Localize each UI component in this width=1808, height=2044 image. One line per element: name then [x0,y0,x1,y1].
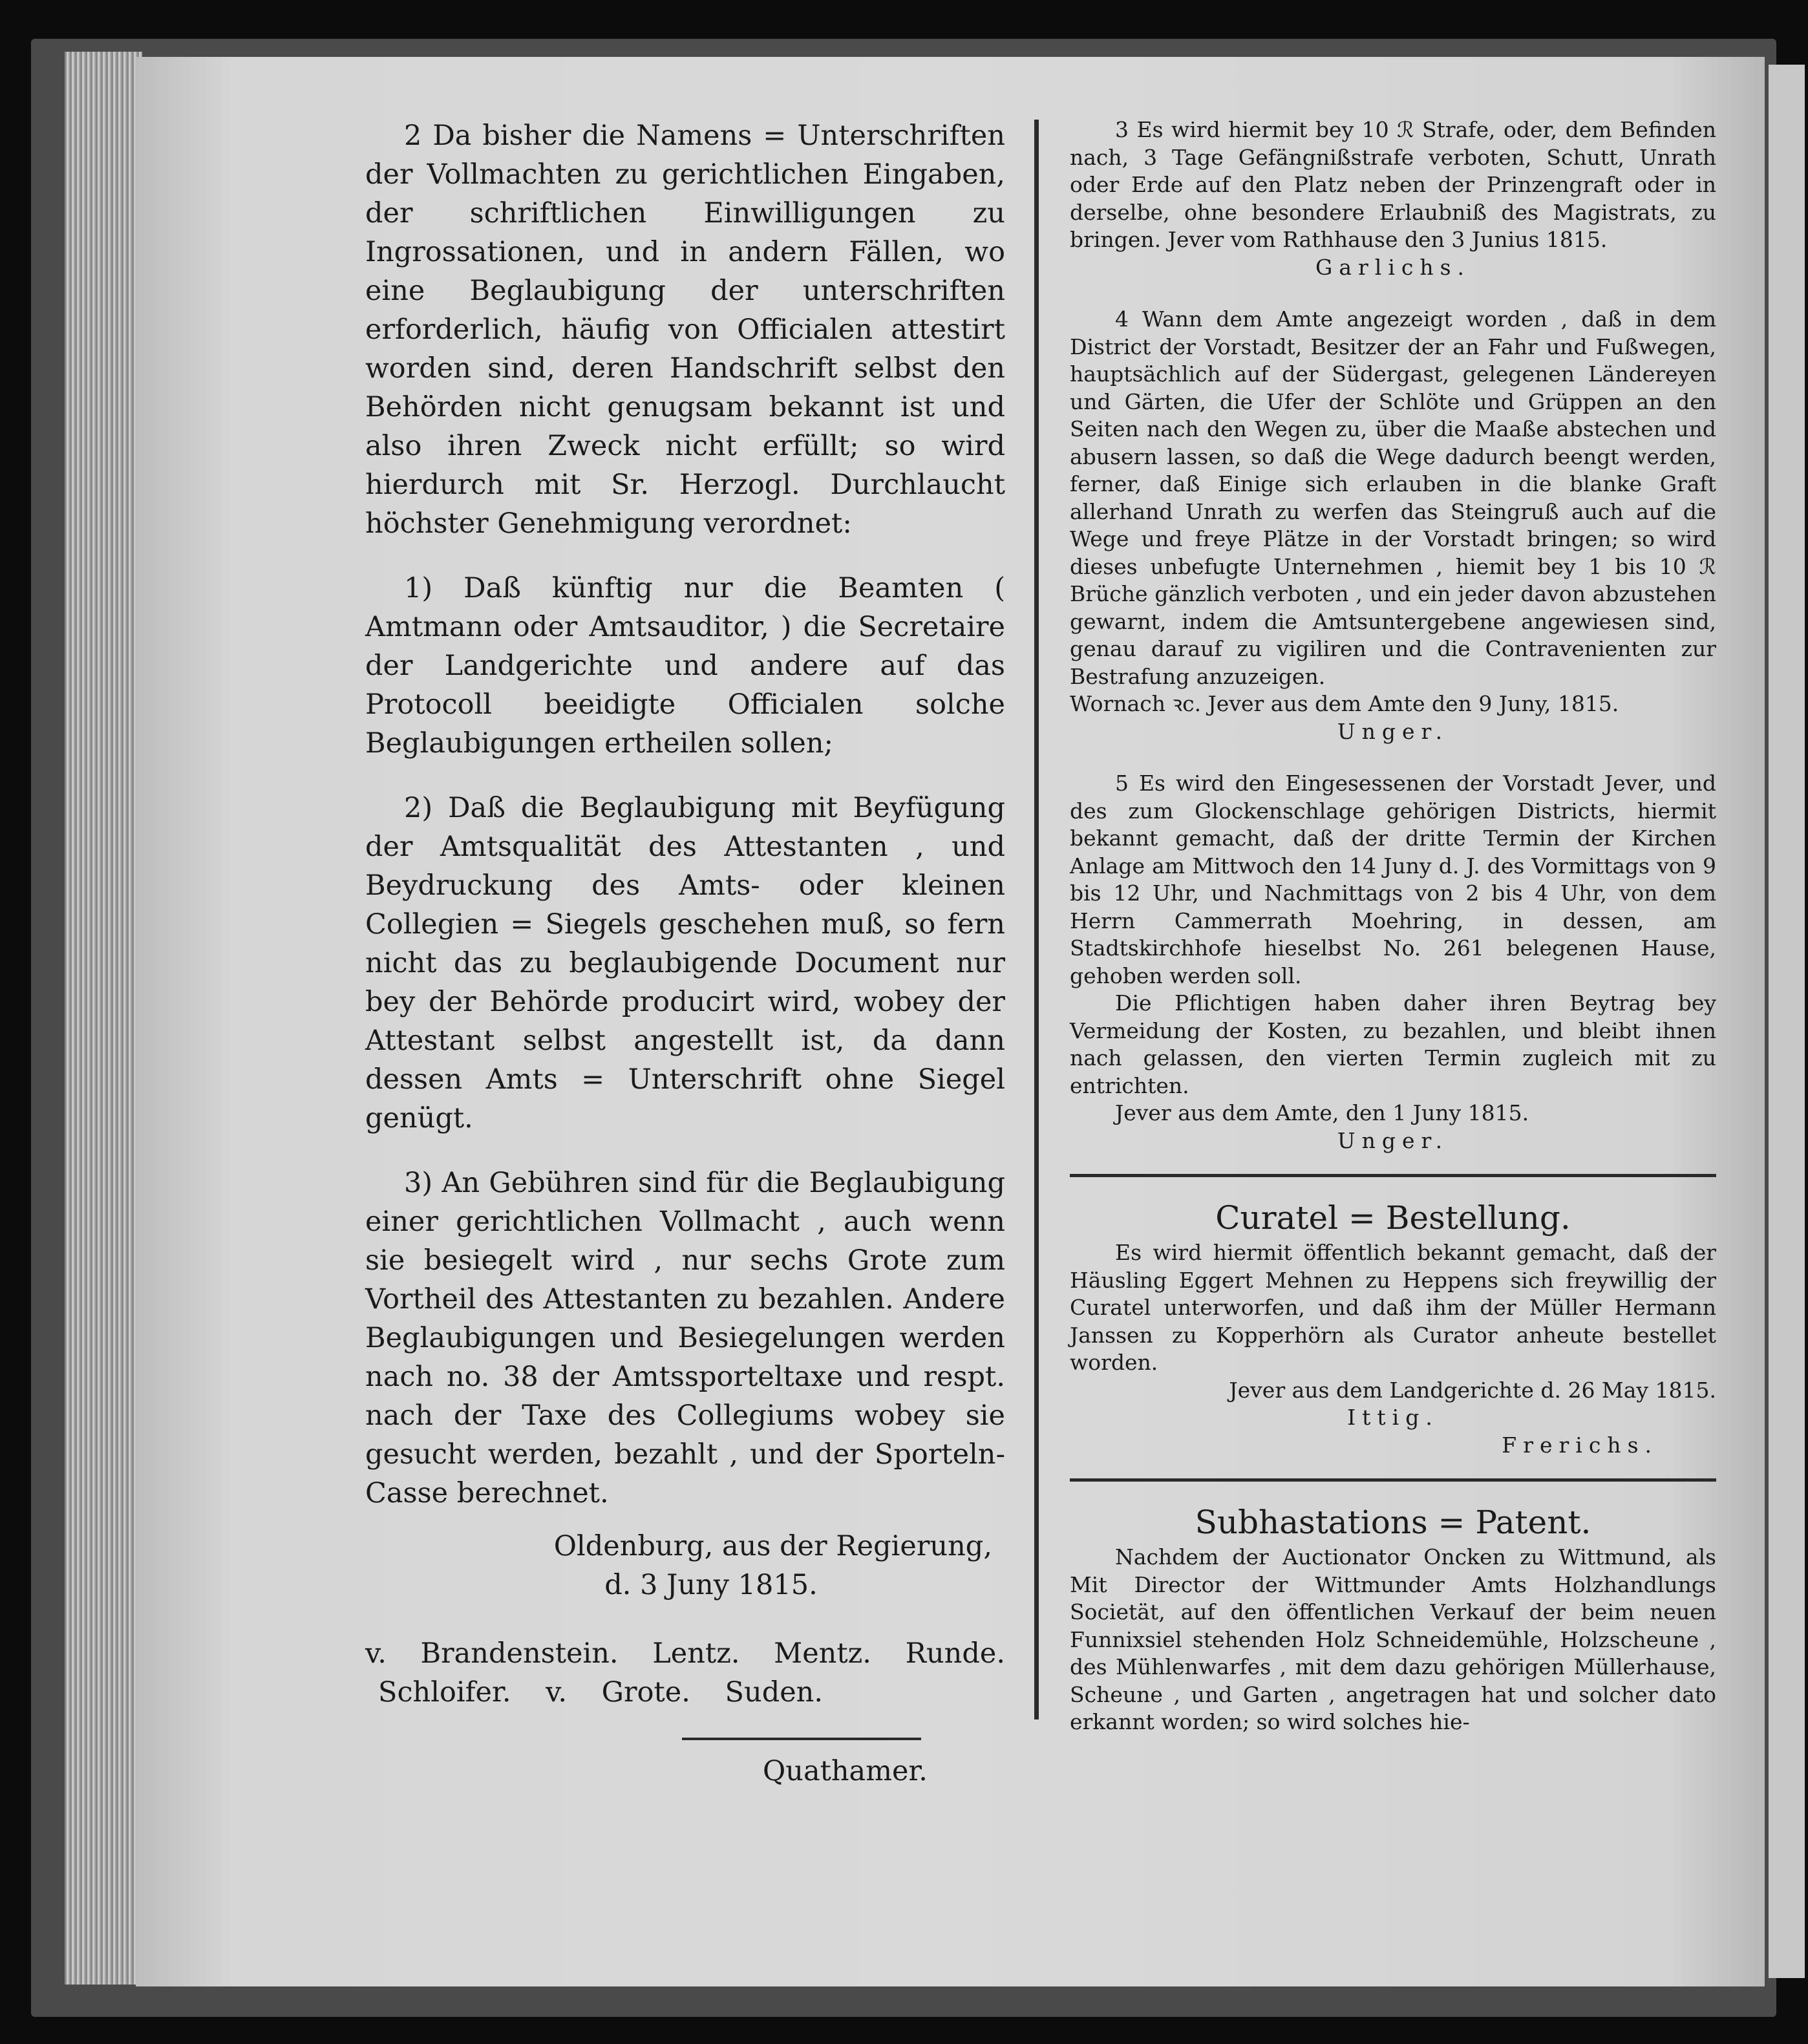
ordinance-intro: 2 Da bisher die Namens = Unterschriften der Vollmachten zu gerichtlichen Eingaben, der schriftlichen Einwilligungen zu Ingrossationen, und in andern Fällen, wo eine Beglaubigung der unterschriften erforderlich, häufig von Officialen attestirt worden sind, deren Handschrift selbst den Behörden nicht genugsam bekannt ist und also ihren Zweck nicht erfüllt; so wird hierdurch mit Sr. Herzogl. Durchlaucht höchster Genehmigung verordnet: [365,120,1005,540]
curatel-signature-1: Ittig. [1347,1405,1439,1430]
curatel-place-date: Jever aus dem Landgerichte d. 26 May 1815. [1229,1377,1716,1403]
curatel-heading: Curatel = Bestellung. [1215,1199,1571,1237]
notice-4: 4 Wann dem Amte angezeigt worden , daß in dem District der Vorstadt, Besitzer der an Fahr und Fußwegen, hauptsächlich auf der Südergast, gelegenen Ländereyen und Gärten, die Ufer der Schlöte und Grüppen an den Seiten nach den Wegen zu, über die Maaße abstechen und abusern lassen, so daß die Wege dadurch beengt werden, ferner, daß Einige sich erlauben in die blanke Graft allerhand Unrath zu werfen das Steingruß auch auf die Wege und freye Plätze in der Vorstadt bringen; so wird dieses unbefugte Unternehmen , hiemit bey 1 bis 10 ℛ Brüche gänzlich verboten , und ein jeder davon abzustehen gewarnt, indem die Amtsuntergebene angewiesen sind, genau darauf zu vigiliren und die Contravenienten zur Bestrafung anzuzeigen. [1070,306,1716,689]
left-column [365,116,1005,1791]
section-rule [1070,1174,1716,1177]
clerk-signature: Quathamer. [763,1755,928,1787]
notice-4-signature: Unger. [1337,718,1449,744]
notice-5: 5 Es wird den Eingesessenen der Vorstadt Jever, und des zum Glockenschlage gehörigen Districts, hiermit bekannt gemacht, daß der dritte Termin der Kirchen Anlage am Mittwoch den 14 Juny d. J. des Vormittags von 9 bis 12 Uhr, und Nachmittags von 2 bis 4 Uhr, von dem Herrn Cammerrath Moehring, in dessen, am Stadtskirchhofe hieselbst No. 261 belegenen Hause, gehoben werden soll. [1070,771,1716,988]
column-divider [1034,120,1039,1719]
page-edges [65,52,142,1985]
signature-rule [682,1738,921,1740]
next-page-edge [1769,65,1805,1978]
ordinance-item-2: 2) Daß die Beglaubigung mit Beyfügung der Amtsqualität des Attestanten , und Beydruckung des Amts- oder kleinen Collegien = Siegels geschehen muß, so fern nicht das zu beglaubigende Document nur bey der Behörde producirt wird, wobey der Attestant selbst angestellt ist, da dann dessen Amts = Unterschrift ohne Siegel genügt. [365,792,1005,1134]
notice-4-closing: Wornach ꝛc. Jever aus dem Amte den 9 Juny, 1815. [1070,691,1619,716]
section-rule [1070,1478,1716,1482]
signatories-line-2: Schloifer. v. Grote. Suden. [378,1676,824,1709]
subhastation-heading: Subhastations = Patent. [1195,1504,1591,1541]
notice-5-closing: Jever aus dem Amte, den 1 Juny 1815. [1115,1100,1529,1125]
notice-3-signature: Garlichs. [1315,254,1471,280]
issuing-place: Oldenburg, aus der Regierung, [553,1530,992,1562]
spacer [1070,745,1716,770]
curatel-text: Es wird hiermit öffentlich bekannt gemacht, daß der Häusling Eggert Mehnen zu Heppens sich freywillig der Curatel unterworfen, und daß ihm der Müller Hermann Janssen zu Kopperhörn als Curator anheute bestellet worden. [1070,1240,1716,1375]
ordinance-item-3: 3) An Gebühren sind für die Beglaubigung einer gerichtlichen Vollmacht , auch wenn sie besiegelt wird , nur sechs Grote zum Vortheil des Attestanten zu bezahlen. Andere Beglaubigungen und Besiegelungen werden nach no. 38 der Amtssporteltaxe und respt. nach der Taxe des Collegiums wobey sie gesucht werden, bezahlt , und der Sporteln-Casse berechnet. [365,1167,1005,1509]
curatel-signature-2: Frerichs. [1502,1432,1658,1458]
notice-5-signature: Unger. [1337,1127,1449,1153]
notice-3: 3 Es wird hiermit bey 10 ℛ Strafe, oder, dem Befinden nach, 3 Tage Gefängnißstrafe verboten, Schutt, Unrath oder Erde auf den Platz neben der Prinzengraft oder in derselbe, ohne besondere Erlaubniß des Magistrats, zu bringen. Jever vom Rathhause den 3 Junius 1815. [1070,117,1716,252]
subhastation-text: Nachdem der Auctionator Oncken zu Wittmund, als Mit Director der Wittmunder Amts Holzhandlungs Societät, auf den öffentlichen Verkauf der beim neuen Funnixsiel stehenden Holz Schneidemühle, Holzscheune , des Mühlenwarfes , mit dem dazu gehörigen Müllerhause, Scheune , und Garten , angetragen hat und solcher dato erkannt worden; so wird solches hie- [1070,1544,1716,1734]
notice-5-continued: Die Pflichtigen haben daher ihren Beytrag bey Vermeidung der Kosten, zu bezahlen, und bleibt ihnen nach gelassen, den vierten Termin zugleich mit zu entrichten. [1070,990,1716,1098]
ordinance-item-1: 1) Daß künftig nur die Beamten ( Amtmann oder Amtsauditor, ) die Secretaire der Landgerichte und andere auf das Protocoll beeidigte Officialen solche Beglaubigungen ertheilen sollen; [365,572,1005,760]
signatories-line-1: v. Brandenstein. Lentz. Mentz. Runde. [365,1637,1005,1670]
issuing-date: d. 3 Juny 1815. [604,1569,818,1601]
right-column [1070,116,1716,1736]
spacer [1070,281,1716,306]
